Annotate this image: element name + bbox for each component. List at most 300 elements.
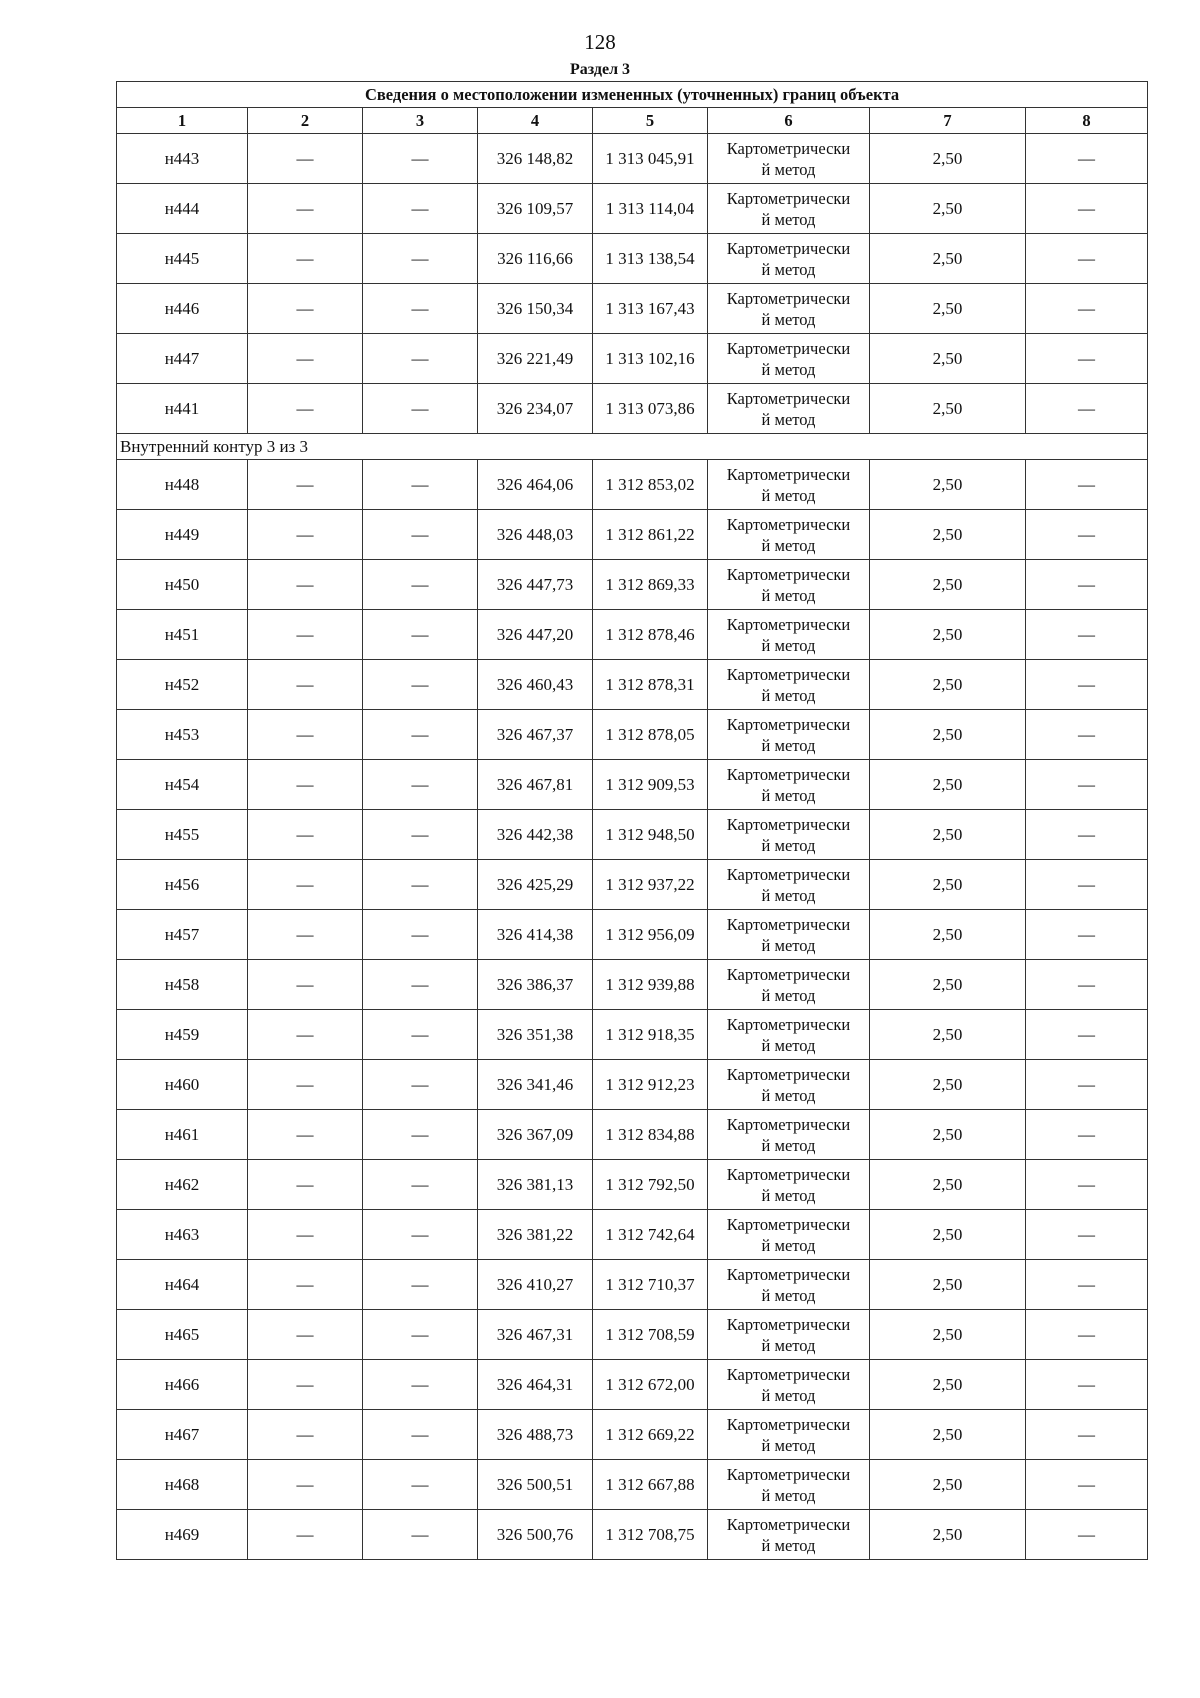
method-cell — [708, 334, 870, 384]
column-3-cell: — — [363, 1510, 478, 1560]
table-title-row — [117, 82, 1148, 108]
column-2-cell: — — [248, 1460, 363, 1510]
accuracy-cell: 2,50 — [870, 1010, 1026, 1060]
method-text-line-1: Картометрически — [726, 138, 851, 158]
x-coordinate-cell: 326 386,37 — [478, 960, 593, 1010]
accuracy-cell: 2,50 — [870, 1510, 1026, 1560]
column-3-cell: — — [363, 234, 478, 284]
table-row — [117, 1160, 1148, 1210]
column-8-cell: — — [1026, 134, 1148, 184]
point-id-cell: н468 — [117, 1460, 248, 1510]
column-2-cell: — — [248, 1510, 363, 1560]
y-coordinate-cell: 1 313 102,16 — [593, 334, 708, 384]
method-text-line-2: й метод — [761, 1135, 816, 1155]
column-3-cell: — — [363, 760, 478, 810]
table-row — [117, 610, 1148, 660]
column-3-cell: — — [363, 1460, 478, 1510]
y-coordinate-cell: 1 312 667,88 — [593, 1460, 708, 1510]
method-cell — [708, 1160, 870, 1210]
x-coordinate-cell: 326 447,73 — [478, 560, 593, 610]
column-8-cell: — — [1026, 960, 1148, 1010]
column-8-cell: — — [1026, 384, 1148, 434]
column-3-cell: — — [363, 184, 478, 234]
method-text-line-1: Картометрически — [726, 1314, 851, 1334]
method-text-line-1: Картометрически — [726, 464, 851, 484]
method-text-line-2: й метод — [761, 585, 816, 605]
column-2-cell: — — [248, 460, 363, 510]
accuracy-cell: 2,50 — [870, 184, 1026, 234]
accuracy-cell: 2,50 — [870, 810, 1026, 860]
column-8-cell: — — [1026, 1360, 1148, 1410]
accuracy-cell: 2,50 — [870, 760, 1026, 810]
method-text-line-1: Картометрически — [726, 964, 851, 984]
point-id-cell: н463 — [117, 1210, 248, 1260]
column-2-cell: — — [248, 134, 363, 184]
x-coordinate-cell: 326 234,07 — [478, 384, 593, 434]
table-row — [117, 1360, 1148, 1410]
column-3-cell: — — [363, 1310, 478, 1360]
x-coordinate-cell: 326 367,09 — [478, 1110, 593, 1160]
column-8-cell: — — [1026, 184, 1148, 234]
accuracy-cell: 2,50 — [870, 560, 1026, 610]
column-2-cell: — — [248, 184, 363, 234]
y-coordinate-cell: 1 313 138,54 — [593, 234, 708, 284]
method-cell — [708, 960, 870, 1010]
column-8-cell: — — [1026, 460, 1148, 510]
method-text-line-1: Картометрически — [726, 864, 851, 884]
point-id-cell: н457 — [117, 910, 248, 960]
method-text-line-2: й метод — [761, 1085, 816, 1105]
table-row — [117, 1110, 1148, 1160]
column-8-cell: — — [1026, 1060, 1148, 1110]
table-row — [117, 810, 1148, 860]
x-coordinate-cell: 326 500,51 — [478, 1460, 593, 1510]
y-coordinate-cell: 1 312 708,59 — [593, 1310, 708, 1360]
x-coordinate-cell: 326 460,43 — [478, 660, 593, 710]
column-8-cell: — — [1026, 560, 1148, 610]
x-coordinate-cell: 326 467,37 — [478, 710, 593, 760]
table-row — [117, 510, 1148, 560]
point-id-cell: н447 — [117, 334, 248, 384]
accuracy-cell: 2,50 — [870, 1160, 1026, 1210]
table-row — [117, 384, 1148, 434]
accuracy-cell: 2,50 — [870, 510, 1026, 560]
x-coordinate-cell: 326 116,66 — [478, 234, 593, 284]
method-cell — [708, 910, 870, 960]
y-coordinate-cell: 1 312 853,02 — [593, 460, 708, 510]
column-2-cell: — — [248, 234, 363, 284]
column-3-cell: — — [363, 610, 478, 660]
column-2-cell: — — [248, 960, 363, 1010]
y-coordinate-cell: 1 312 878,31 — [593, 660, 708, 710]
accuracy-cell: 2,50 — [870, 1410, 1026, 1460]
y-coordinate-cell: 1 312 948,50 — [593, 810, 708, 860]
column-3-cell: — — [363, 1010, 478, 1060]
column-2-cell: — — [248, 1060, 363, 1110]
method-text-line-1: Картометрически — [726, 1064, 851, 1084]
y-coordinate-cell: 1 312 878,05 — [593, 710, 708, 760]
accuracy-cell: 2,50 — [870, 860, 1026, 910]
accuracy-cell: 2,50 — [870, 134, 1026, 184]
method-text-line-1: Картометрически — [726, 614, 851, 634]
column-2-cell: — — [248, 1010, 363, 1060]
x-coordinate-cell: 326 447,20 — [478, 610, 593, 660]
point-id-cell: н455 — [117, 810, 248, 860]
method-cell — [708, 1360, 870, 1410]
column-2-cell: — — [248, 1260, 363, 1310]
column-8-cell: — — [1026, 234, 1148, 284]
table-row — [117, 860, 1148, 910]
x-coordinate-cell: 326 150,34 — [478, 284, 593, 334]
column-2-cell: — — [248, 860, 363, 910]
table-row — [117, 560, 1148, 610]
column-8-cell: — — [1026, 1260, 1148, 1310]
table-row — [117, 284, 1148, 334]
method-text-line-2: й метод — [761, 1235, 816, 1255]
y-coordinate-cell: 1 312 956,09 — [593, 910, 708, 960]
point-id-cell: н445 — [117, 234, 248, 284]
column-8-cell: — — [1026, 510, 1148, 560]
column-3-cell: — — [363, 460, 478, 510]
column-3-cell: — — [363, 334, 478, 384]
method-text-line-1: Картометрически — [726, 1164, 851, 1184]
y-coordinate-cell: 1 312 912,23 — [593, 1060, 708, 1110]
method-text-line-2: й метод — [761, 885, 816, 905]
accuracy-cell: 2,50 — [870, 1110, 1026, 1160]
table-row — [117, 1010, 1148, 1060]
column-3-cell: — — [363, 560, 478, 610]
method-text-line-2: й метод — [761, 1185, 816, 1205]
method-cell — [708, 1060, 870, 1110]
point-id-cell: н465 — [117, 1310, 248, 1360]
method-text-line-1: Картометрически — [726, 1514, 851, 1534]
table-row — [117, 660, 1148, 710]
column-3-cell: — — [363, 510, 478, 560]
method-text-line-1: Картометрически — [726, 514, 851, 534]
accuracy-cell: 2,50 — [870, 1460, 1026, 1510]
point-id-cell: н446 — [117, 284, 248, 334]
method-text-line-1: Картометрически — [726, 1414, 851, 1434]
accuracy-cell: 2,50 — [870, 660, 1026, 710]
column-3-cell: — — [363, 384, 478, 434]
method-text-line-2: й метод — [761, 535, 816, 555]
y-coordinate-cell: 1 312 878,46 — [593, 610, 708, 660]
column-8-cell: — — [1026, 1010, 1148, 1060]
column-8-cell: — — [1026, 1110, 1148, 1160]
y-coordinate-cell: 1 313 045,91 — [593, 134, 708, 184]
method-cell — [708, 760, 870, 810]
table-row — [117, 910, 1148, 960]
column-8-cell: — — [1026, 334, 1148, 384]
column-3-cell: — — [363, 1110, 478, 1160]
column-8-cell: — — [1026, 810, 1148, 860]
point-id-cell: н459 — [117, 1010, 248, 1060]
accuracy-cell: 2,50 — [870, 384, 1026, 434]
point-id-cell: н458 — [117, 960, 248, 1010]
table-row — [117, 1260, 1148, 1310]
method-text-line-1: Картометрически — [726, 288, 851, 308]
method-cell — [708, 610, 870, 660]
y-coordinate-cell: 1 312 869,33 — [593, 560, 708, 610]
table-row — [117, 460, 1148, 510]
point-id-cell: н453 — [117, 710, 248, 760]
method-text-line-1: Картометрически — [726, 914, 851, 934]
column-2-cell: — — [248, 1310, 363, 1360]
method-text-line-2: й метод — [761, 985, 816, 1005]
point-id-cell: н466 — [117, 1360, 248, 1410]
table-row — [117, 760, 1148, 810]
column-3-cell: — — [363, 710, 478, 760]
method-text-line-1: Картометрически — [726, 1364, 851, 1384]
point-id-cell: н456 — [117, 860, 248, 910]
point-id-cell: н449 — [117, 510, 248, 560]
column-3-cell: — — [363, 134, 478, 184]
column-3-cell: — — [363, 1410, 478, 1460]
method-text-line-2: й метод — [761, 1035, 816, 1055]
column-2-cell: — — [248, 1160, 363, 1210]
point-id-cell: н467 — [117, 1410, 248, 1460]
column-2-cell: — — [248, 810, 363, 860]
contour-heading-row — [117, 434, 1148, 460]
method-text-line-2: й метод — [761, 409, 816, 429]
table-row — [117, 234, 1148, 284]
point-id-cell: н461 — [117, 1110, 248, 1160]
y-coordinate-cell: 1 312 937,22 — [593, 860, 708, 910]
method-text-line-1: Картометрически — [726, 714, 851, 734]
point-id-cell: н451 — [117, 610, 248, 660]
method-text-line-1: Картометрически — [726, 1264, 851, 1284]
column-3-cell: — — [363, 1160, 478, 1210]
y-coordinate-cell: 1 312 669,22 — [593, 1410, 708, 1460]
method-text-line-2: й метод — [761, 309, 816, 329]
method-text-line-2: й метод — [761, 1535, 816, 1555]
column-2-cell: — — [248, 510, 363, 560]
method-text-line-2: й метод — [761, 935, 816, 955]
x-coordinate-cell: 326 500,76 — [478, 1510, 593, 1560]
table-row — [117, 1210, 1148, 1260]
accuracy-cell: 2,50 — [870, 1310, 1026, 1360]
method-cell — [708, 560, 870, 610]
column-2-cell: — — [248, 1210, 363, 1260]
column-2-cell: — — [248, 1410, 363, 1460]
x-coordinate-cell: 326 464,06 — [478, 460, 593, 510]
method-cell — [708, 810, 870, 860]
column-3-cell: — — [363, 810, 478, 860]
column-number: 8 — [1026, 108, 1148, 134]
table-row — [117, 134, 1148, 184]
point-id-cell: н441 — [117, 384, 248, 434]
method-cell — [708, 184, 870, 234]
column-2-cell: — — [248, 384, 363, 434]
method-text-line-1: Картометрически — [726, 1014, 851, 1034]
column-3-cell: — — [363, 284, 478, 334]
method-text-line-1: Картометрически — [726, 188, 851, 208]
method-text-line-2: й метод — [761, 1485, 816, 1505]
point-id-cell: н454 — [117, 760, 248, 810]
method-cell — [708, 1510, 870, 1560]
method-cell — [708, 1010, 870, 1060]
method-text-line-2: й метод — [761, 359, 816, 379]
x-coordinate-cell: 326 467,31 — [478, 1310, 593, 1360]
method-cell — [708, 710, 870, 760]
method-cell — [708, 1110, 870, 1160]
column-3-cell: — — [363, 1060, 478, 1110]
y-coordinate-cell: 1 313 114,04 — [593, 184, 708, 234]
column-3-cell: — — [363, 1260, 478, 1310]
point-id-cell: н469 — [117, 1510, 248, 1560]
column-number: 7 — [870, 108, 1026, 134]
column-number: 5 — [593, 108, 708, 134]
method-cell — [708, 860, 870, 910]
method-text-line-1: Картометрически — [726, 1464, 851, 1484]
table-row — [117, 1060, 1148, 1110]
point-id-cell: н443 — [117, 134, 248, 184]
method-text-line-2: й метод — [761, 259, 816, 279]
y-coordinate-cell: 1 313 167,43 — [593, 284, 708, 334]
column-8-cell: — — [1026, 760, 1148, 810]
column-8-cell: — — [1026, 284, 1148, 334]
column-2-cell: — — [248, 1360, 363, 1410]
method-cell — [708, 660, 870, 710]
method-text-line-2: й метод — [761, 735, 816, 755]
table-title: Сведения о местоположении измененных (уточненных) границ объекта — [117, 82, 1148, 108]
y-coordinate-cell: 1 312 792,50 — [593, 1160, 708, 1210]
column-8-cell: — — [1026, 910, 1148, 960]
section-title: Раздел 3 — [569, 61, 631, 78]
accuracy-cell: 2,50 — [870, 910, 1026, 960]
method-text-line-2: й метод — [761, 685, 816, 705]
column-number-row — [117, 108, 1148, 134]
accuracy-cell: 2,50 — [870, 610, 1026, 660]
column-2-cell: — — [248, 1110, 363, 1160]
column-8-cell: — — [1026, 860, 1148, 910]
column-3-cell: — — [363, 1360, 478, 1410]
method-cell — [708, 234, 870, 284]
column-number: 6 — [708, 108, 870, 134]
column-8-cell: — — [1026, 660, 1148, 710]
page-number: 128 — [584, 30, 616, 54]
accuracy-cell: 2,50 — [870, 960, 1026, 1010]
method-cell — [708, 1310, 870, 1360]
column-number: 3 — [363, 108, 478, 134]
x-coordinate-cell: 326 448,03 — [478, 510, 593, 560]
method-cell — [708, 284, 870, 334]
column-3-cell: — — [363, 1210, 478, 1260]
method-text-line-1: Картометрически — [726, 764, 851, 784]
method-cell — [708, 1410, 870, 1460]
method-text-line-1: Картометрически — [726, 814, 851, 834]
point-id-cell: н464 — [117, 1260, 248, 1310]
point-id-cell: н462 — [117, 1160, 248, 1210]
method-text-line-2: й метод — [761, 209, 816, 229]
column-2-cell: — — [248, 284, 363, 334]
accuracy-cell: 2,50 — [870, 460, 1026, 510]
accuracy-cell: 2,50 — [870, 1360, 1026, 1410]
table-row — [117, 1510, 1148, 1560]
accuracy-cell: 2,50 — [870, 1060, 1026, 1110]
y-coordinate-cell: 1 312 834,88 — [593, 1110, 708, 1160]
y-coordinate-cell: 1 312 672,00 — [593, 1360, 708, 1410]
method-text-line-1: Картометрически — [726, 388, 851, 408]
method-text-line-1: Картометрически — [726, 564, 851, 584]
x-coordinate-cell: 326 414,38 — [478, 910, 593, 960]
method-text-line-1: Картометрически — [726, 1214, 851, 1234]
column-3-cell: — — [363, 660, 478, 710]
column-8-cell: — — [1026, 1210, 1148, 1260]
boundary-coordinates-table — [116, 81, 1148, 1560]
column-8-cell: — — [1026, 1510, 1148, 1560]
x-coordinate-cell: 326 221,49 — [478, 334, 593, 384]
column-number: 1 — [117, 108, 248, 134]
table-row — [117, 1410, 1148, 1460]
method-cell — [708, 1260, 870, 1310]
contour-label: Внутренний контур 3 из 3 — [117, 434, 1148, 460]
method-text-line-1: Картометрически — [726, 238, 851, 258]
method-cell — [708, 384, 870, 434]
column-2-cell: — — [248, 610, 363, 660]
y-coordinate-cell: 1 312 918,35 — [593, 1010, 708, 1060]
method-cell — [708, 460, 870, 510]
x-coordinate-cell: 326 381,13 — [478, 1160, 593, 1210]
method-text-line-2: й метод — [761, 1335, 816, 1355]
table-row — [117, 1460, 1148, 1510]
column-2-cell: — — [248, 910, 363, 960]
point-id-cell: н460 — [117, 1060, 248, 1110]
x-coordinate-cell: 326 410,27 — [478, 1260, 593, 1310]
method-text-line-2: й метод — [761, 485, 816, 505]
column-8-cell: — — [1026, 1410, 1148, 1460]
method-cell — [708, 510, 870, 560]
y-coordinate-cell: 1 312 708,75 — [593, 1510, 708, 1560]
method-text-line-2: й метод — [761, 785, 816, 805]
y-coordinate-cell: 1 312 742,64 — [593, 1210, 708, 1260]
y-coordinate-cell: 1 313 073,86 — [593, 384, 708, 434]
x-coordinate-cell: 326 464,31 — [478, 1360, 593, 1410]
column-8-cell: — — [1026, 710, 1148, 760]
column-2-cell: — — [248, 334, 363, 384]
table-row — [117, 1310, 1148, 1360]
point-id-cell: н444 — [117, 184, 248, 234]
y-coordinate-cell: 1 312 710,37 — [593, 1260, 708, 1310]
x-coordinate-cell: 326 467,81 — [478, 760, 593, 810]
x-coordinate-cell: 326 148,82 — [478, 134, 593, 184]
column-8-cell: — — [1026, 610, 1148, 660]
accuracy-cell: 2,50 — [870, 710, 1026, 760]
method-cell — [708, 134, 870, 184]
x-coordinate-cell: 326 442,38 — [478, 810, 593, 860]
y-coordinate-cell: 1 312 939,88 — [593, 960, 708, 1010]
method-cell — [708, 1460, 870, 1510]
accuracy-cell: 2,50 — [870, 1260, 1026, 1310]
table-row — [117, 710, 1148, 760]
table-row — [117, 184, 1148, 234]
y-coordinate-cell: 1 312 909,53 — [593, 760, 708, 810]
table-row — [117, 960, 1148, 1010]
x-coordinate-cell: 326 351,38 — [478, 1010, 593, 1060]
method-text-line-2: й метод — [761, 635, 816, 655]
accuracy-cell: 2,50 — [870, 1210, 1026, 1260]
method-text-line-1: Картометрически — [726, 664, 851, 684]
column-8-cell: — — [1026, 1310, 1148, 1360]
method-text-line-1: Картометрически — [726, 1114, 851, 1134]
accuracy-cell: 2,50 — [870, 284, 1026, 334]
method-text-line-2: й метод — [761, 1285, 816, 1305]
point-id-cell: н448 — [117, 460, 248, 510]
point-id-cell: н450 — [117, 560, 248, 610]
method-text-line-2: й метод — [761, 1385, 816, 1405]
column-number: 4 — [478, 108, 593, 134]
point-id-cell: н452 — [117, 660, 248, 710]
